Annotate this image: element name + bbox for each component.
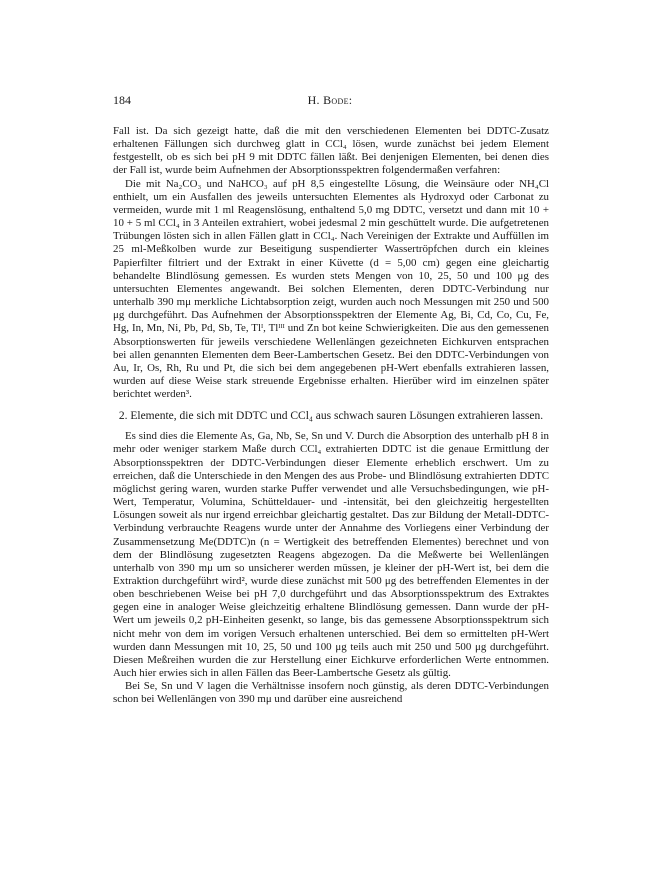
paragraph-1: Fall ist. Da sich gezeigt hatte, daß die mit den verschiedenen Elementen bei DDTC-Zusatz erhaltenen Fällungen sich durchweg glatt in CCl₄ lösen, wurde zunächst bei jedem Element festgestellt, ob es sich bei pH 9 mit DDTC fällen läßt. Bei denjenigen Elementen, bei denen dies der Fall ist, wurde beim Aufnehmen der Absorptionsspektren folgendermaßen verfahren: (113, 125, 549, 177)
body-text (113, 125, 549, 707)
section-paragraph-1: Es sind dies die Elemente As, Ga, Nb, Se, Sn und V. Durch die Absorption des unterhalb pH 8 in mehr oder weniger starkem Maße durch CCl₄ extrahierten DDTC ist die genaue Ermittlung der Absorptionsspektren der DDTC-Verbindungen dieser Elemente erheblich erschwert. Um zu erreichen, daß die Unterschiede in den Mengen des aus Probe- und Blindlösung extrahierten DDTC möglichst gering waren, wurden starke Puffer verwendet und alle Versuchsbedingungen, wie pH-Wert, Temperatur, Volumina, Schütteldauer- und -intensität, bei den gleichzeitig hergestellten Lösungen soweit als nur irgend erreichbar gleichartig gestaltet. Das zur Bildung der Metall-DDTC-Verbindung verbrauchte Reagens wurde unter der Annahme des Vorliegens einer Verbindung der Zusammensetzung Me(DDTC)n (n = Wertigkeit des betreffenden Elementes) berechnet und von dem der Blindlösung zugesetzten Reagens abgezogen. Da die Meßwerte bei Wellenlängen unterhalb von 390 mμ um so unsicherer werden müssen, je kleiner der pH-Wert ist, bei dem die Extraktion durchgeführt wird², wurde diese zunächst mit 500 μg des betreffenden Elementes in der oben beschriebenen Weise bei pH 7,0 durchgeführt und das Absorptionsspektrum des Extraktes gegen eine in analoger Weise gleichzeitig erhaltene Blindlösung gemessen. Dann wurde der pH-Wert um jeweils 0,2 pH-Einheiten gesenkt, so lange, bis das gemessene Absorptionsspektrum sich nicht mehr von dem im vorigen Versuch erhaltenen unterschied. Bei dem so ermittelten pH-Wert wurden dann Messungen mit 10, 25, 50 und 100 μg teils auch mit 250 und 500 μg durchgeführt. Diesen Meßreihen wurden die zur Herstellung einer Eichkurve erforderlichen Werte entnommen. Auch hier erwies sich in allen Fällen das Beer-Lambertsche Gesetz als gültig. (113, 430, 549, 680)
running-head: H. Bode: (307, 93, 353, 107)
page-number: 184 (113, 93, 131, 107)
page-header (113, 93, 547, 109)
paragraph-2: Die mit Na₂CO₃ und NaHCO₃ auf pH 8,5 eingestellte Lösung, die Weinsäure oder NH₄Cl enthielt, um ein Ausfallen des jeweils untersuchten Elementes als Hydroxyd oder Carbonat zu vermeiden, wurde mit 1 ml Reagenslösung, enthaltend 5,0 mg DDTC, versetzt und dann mit 10 + 10 + 5 ml CCl₄ in 3 Anteilen extrahiert, wobei jedesmal 2 min geschüttelt wurde. Die aufgetretenen Trübungen lösten sich in allen Fällen glatt in CCl₄. Nach Vereinigen der Extrakte und Auffüllen im 25 ml-Meßkolben wurde zur Beseitigung suspendierter Wassertröpfchen durch ein kleines Papierfilter filtriert und der Extrakt in einer Küvette (d = 5,00 cm) gegen eine gleichartig behandelte Blindlösung gemessen. Es wurden stets Mengen von 10, 25, 50 und 100 μg des untersuchten Elementes angewandt. Bei solchen Elementen, deren DDTC-Verbindung nur unterhalb 390 mμ merkliche Lichtabsorption zeigt, wurden auch noch Messungen mit 250 und 500 μg durchgeführt. Das Aufnehmen der Absorptionsspektren der Elemente Ag, Bi, Cd, Co, Cu, Fe, Hg, In, Mn, Ni, Pb, Pd, Sb, Te, Tlᴵ, Tlᴵᴵᴵ und Zn bot keine Schwierigkeiten. Die aus den gemessenen Absorptionswerten für jeweils verschiedene Wellenlängen gezeichneten Eichkurven entsprachen bei allen genannten Elementen dem Beer-Lambertschen Gesetz. Bei den DDTC-Verbindungen von Au, Ir, Os, Rh, Ru und Pt, die sich bei dem angegebenen pH-Wert ebenfalls extrahieren lassen, wurden auf diese Weise stark streuende Ergebnisse erhalten. Hierüber wird im einzelnen später berichtet werden³. (113, 177, 549, 401)
section-paragraph-2: Bei Se, Sn und V lagen die Verhältnisse insofern noch günstig, als deren DDTC-Verbindungen schon bei Wellenlängen von 390 mμ und darüber eine ausreichend (113, 680, 549, 706)
section-title: 2. Elemente, die sich mit DDTC und CCl₄ aus schwach sauren Lösungen extrahieren lassen. (118, 410, 544, 423)
